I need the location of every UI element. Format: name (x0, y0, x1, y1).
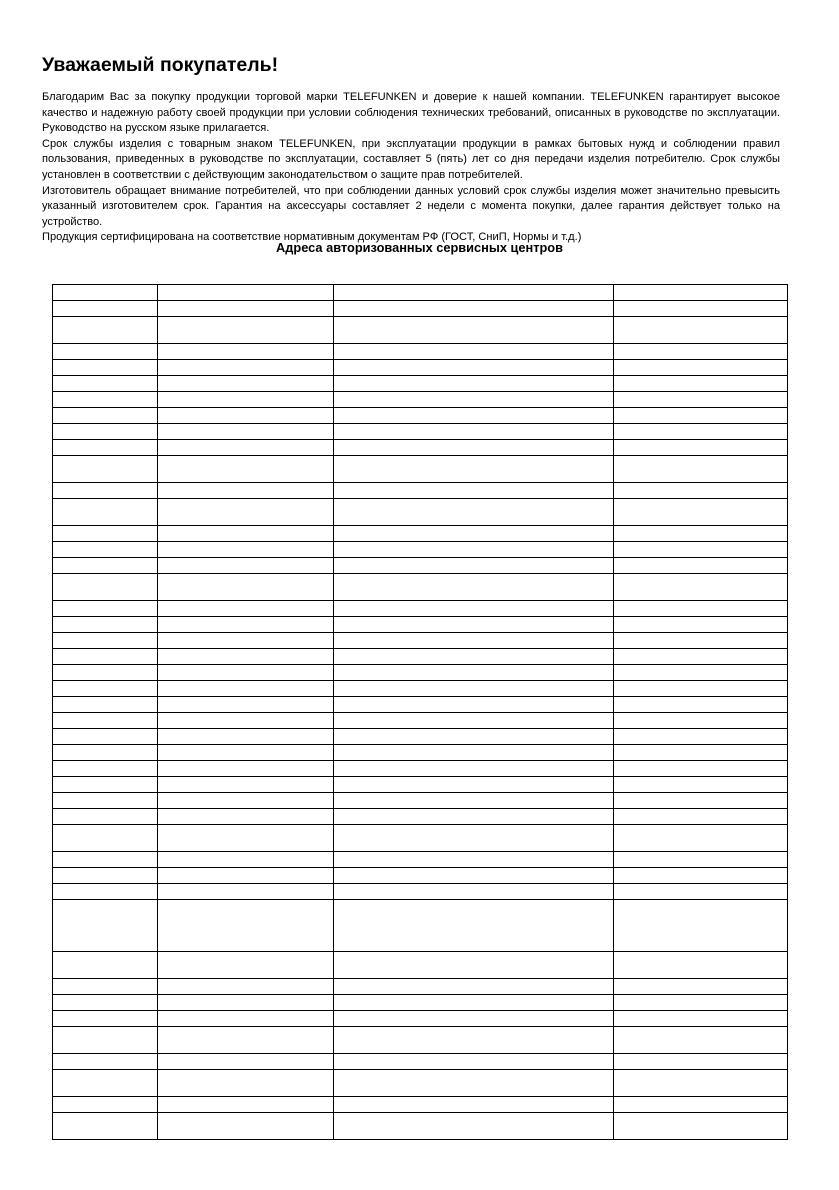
table-cell (53, 884, 158, 900)
table-cell (53, 761, 158, 777)
table-cell (53, 376, 158, 392)
table-cell (614, 665, 788, 681)
table-cell (53, 745, 158, 761)
table-cell (614, 777, 788, 793)
table-row (53, 301, 788, 317)
table-cell (158, 697, 334, 713)
table-row (53, 729, 788, 745)
table-cell (158, 344, 334, 360)
table-cell (614, 360, 788, 376)
table-cell (614, 761, 788, 777)
table-cell (614, 633, 788, 649)
table-cell (334, 440, 614, 456)
table-cell (334, 713, 614, 729)
table-cell (53, 285, 158, 301)
table-cell (158, 713, 334, 729)
table-row (53, 1054, 788, 1070)
table-cell (158, 1070, 334, 1097)
table-cell (158, 360, 334, 376)
table-row (53, 617, 788, 633)
table-cell (334, 852, 614, 868)
table-cell (334, 574, 614, 601)
table-cell (334, 456, 614, 483)
table-cell (614, 884, 788, 900)
table-cell (334, 1070, 614, 1097)
table-cell (158, 979, 334, 995)
table-row (53, 360, 788, 376)
table-cell (158, 900, 334, 952)
table-cell (334, 301, 614, 317)
table-row (53, 995, 788, 1011)
table-cell (53, 1011, 158, 1027)
table-cell (334, 633, 614, 649)
table-row (53, 697, 788, 713)
table-cell (334, 408, 614, 424)
table-cell (334, 649, 614, 665)
table-cell (53, 649, 158, 665)
table-cell (158, 729, 334, 745)
table-cell (334, 665, 614, 681)
table-cell (334, 868, 614, 884)
table-row (53, 681, 788, 697)
table-row (53, 825, 788, 852)
table-cell (614, 301, 788, 317)
table-cell (53, 558, 158, 574)
table-cell (53, 1054, 158, 1070)
table-cell (334, 697, 614, 713)
paragraph-service-life: Срок службы изделия с товарным знаком TELEFUNKEN, при эксплуатации продукции в рамках бытовых нужд и соблюдении правил пользования, приведенных в руководстве по эксплуатации, составляет 5 (пять) лет со дня передачи изделия потребителю. Срок службы установлен в соответствии с действующим законодательством о защите прав потребителей. (42, 137, 780, 181)
table-row (53, 456, 788, 483)
table-cell (614, 408, 788, 424)
table-cell (158, 285, 334, 301)
table-cell (334, 542, 614, 558)
table-cell (614, 852, 788, 868)
table-cell (158, 440, 334, 456)
table-cell (614, 285, 788, 301)
table-row (53, 979, 788, 995)
table-cell (614, 868, 788, 884)
table-cell (614, 317, 788, 344)
table-row (53, 285, 788, 301)
table-cell (158, 633, 334, 649)
table-cell (158, 408, 334, 424)
table-row (53, 499, 788, 526)
table-cell (334, 1113, 614, 1140)
table-cell (334, 558, 614, 574)
table-row (53, 392, 788, 408)
table-row (53, 952, 788, 979)
table-cell (614, 697, 788, 713)
table-cell (334, 825, 614, 852)
table-cell (53, 1027, 158, 1054)
table-cell (158, 301, 334, 317)
table-title: Адреса авторизованных сервисных центров (276, 240, 563, 255)
table-cell (334, 1027, 614, 1054)
table-cell (158, 1097, 334, 1113)
table-cell (53, 825, 158, 852)
table-cell (334, 809, 614, 825)
table-cell (158, 1054, 334, 1070)
table-cell (614, 376, 788, 392)
table-cell (334, 1054, 614, 1070)
table-cell (614, 825, 788, 852)
paragraph-certification: Продукция сертифицирована на соответствие нормативным документам РФ (ГОСТ, СниП, Нормы и т.д.) (42, 231, 582, 244)
table-cell (334, 317, 614, 344)
table-row (53, 900, 788, 952)
table-cell (334, 1097, 614, 1113)
table-cell (53, 1113, 158, 1140)
table-cell (158, 665, 334, 681)
table-cell (614, 1011, 788, 1027)
table-row (53, 868, 788, 884)
table-cell (53, 793, 158, 809)
table-cell (158, 745, 334, 761)
table-cell (158, 558, 334, 574)
table-cell (158, 793, 334, 809)
table-cell (614, 558, 788, 574)
table-cell (158, 542, 334, 558)
table-row (53, 777, 788, 793)
table-cell (334, 617, 614, 633)
table-cell (334, 979, 614, 995)
table-cell (158, 868, 334, 884)
table-cell (53, 317, 158, 344)
table-cell (614, 440, 788, 456)
table-cell (53, 900, 158, 952)
table-cell (158, 1011, 334, 1027)
paragraph-thanks: Благодарим Вас за покупку продукции торговой марки TELEFUNKEN и доверие к нашей компании. TELEFUNKEN гарантирует высокое качество и надежную работу своей продукции при условии соблюдения технических требований, описанных в руководстве по эксплуатации. Руководство на русском языке прилагается. (42, 91, 780, 135)
table-cell (334, 483, 614, 499)
table-row (53, 713, 788, 729)
table-cell (53, 1070, 158, 1097)
table-cell (614, 1070, 788, 1097)
table-row (53, 483, 788, 499)
table-cell (53, 526, 158, 542)
table-cell (614, 526, 788, 542)
table-cell (158, 852, 334, 868)
table-cell (614, 649, 788, 665)
table-row (53, 344, 788, 360)
table-row (53, 761, 788, 777)
table-cell (334, 884, 614, 900)
table-row (53, 793, 788, 809)
table-cell (53, 344, 158, 360)
table-cell (158, 681, 334, 697)
table-cell (158, 884, 334, 900)
table-cell (53, 809, 158, 825)
table-row (53, 601, 788, 617)
table-cell (334, 601, 614, 617)
table-cell (334, 745, 614, 761)
table-cell (158, 601, 334, 617)
table-cell (158, 617, 334, 633)
table-cell (53, 617, 158, 633)
table-cell (334, 344, 614, 360)
table-cell (158, 456, 334, 483)
table-row (53, 633, 788, 649)
table-cell (334, 499, 614, 526)
table-row (53, 542, 788, 558)
table-cell (614, 424, 788, 440)
table-cell (53, 713, 158, 729)
table-cell (158, 317, 334, 344)
table-cell (614, 1097, 788, 1113)
table-cell (614, 1113, 788, 1140)
paragraph-warranty: Изготовитель обращает внимание потребителей, что при соблюдении данных условий срок службы изделия может значительно превысить указанный изготовителем срок. Гарантия на аксессуары составляет 2 недели с момента покупки, далее гарантия действует только на устройство. (42, 184, 780, 228)
table-cell (158, 392, 334, 408)
table-cell (53, 729, 158, 745)
table-row (53, 1113, 788, 1140)
table-row (53, 526, 788, 542)
table-cell (158, 1027, 334, 1054)
table-cell (334, 777, 614, 793)
table-cell (334, 681, 614, 697)
service-centers-table (52, 284, 788, 1140)
table-row (53, 574, 788, 601)
table-cell (53, 952, 158, 979)
table-cell (53, 665, 158, 681)
table-cell (334, 526, 614, 542)
table-cell (614, 483, 788, 499)
table-cell (53, 681, 158, 697)
table-cell (158, 809, 334, 825)
table-cell (53, 499, 158, 526)
table-cell (614, 900, 788, 952)
table-cell (158, 376, 334, 392)
table-cell (53, 574, 158, 601)
table-cell (158, 761, 334, 777)
table-cell (614, 392, 788, 408)
table-cell (158, 995, 334, 1011)
table-row (53, 884, 788, 900)
table-cell (334, 729, 614, 745)
table-row (53, 665, 788, 681)
table-cell (334, 1011, 614, 1027)
table-row (53, 649, 788, 665)
table-cell (53, 542, 158, 558)
table-cell (53, 697, 158, 713)
table-row (53, 809, 788, 825)
table-row (53, 424, 788, 440)
table-cell (53, 483, 158, 499)
table-cell (614, 952, 788, 979)
table-cell (614, 995, 788, 1011)
table-row (53, 852, 788, 868)
table-cell (614, 344, 788, 360)
table-cell (614, 542, 788, 558)
table-cell (53, 392, 158, 408)
page-title: Уважаемый покупатель! (42, 54, 279, 76)
table-cell (53, 301, 158, 317)
table-cell (53, 1097, 158, 1113)
table-cell (158, 483, 334, 499)
table-cell (53, 979, 158, 995)
table-cell (614, 979, 788, 995)
table-cell (53, 633, 158, 649)
table-cell (53, 456, 158, 483)
table-cell (614, 729, 788, 745)
table-cell (158, 825, 334, 852)
table-cell (334, 360, 614, 376)
table-cell (614, 617, 788, 633)
table-cell (158, 1113, 334, 1140)
table-cell (614, 574, 788, 601)
table-cell (158, 952, 334, 979)
table-cell (334, 793, 614, 809)
table-row (53, 1027, 788, 1054)
table-row (53, 1097, 788, 1113)
table-cell (334, 392, 614, 408)
table-cell (158, 777, 334, 793)
table-cell (334, 285, 614, 301)
table-cell (614, 713, 788, 729)
table-cell (334, 952, 614, 979)
table-cell (334, 376, 614, 392)
table-cell (334, 900, 614, 952)
table-cell (334, 424, 614, 440)
table-row (53, 376, 788, 392)
table-cell (158, 649, 334, 665)
table-cell (53, 360, 158, 376)
table-cell (614, 809, 788, 825)
table-row (53, 440, 788, 456)
table-cell (53, 601, 158, 617)
table-row (53, 1070, 788, 1097)
table-cell (53, 424, 158, 440)
table-cell (53, 868, 158, 884)
table-cell (53, 440, 158, 456)
table-cell (614, 793, 788, 809)
table-cell (334, 761, 614, 777)
table-cell (53, 777, 158, 793)
service-centers-table-body (53, 285, 788, 1140)
table-cell (614, 601, 788, 617)
table-cell (614, 499, 788, 526)
table-cell (614, 456, 788, 483)
table-row (53, 558, 788, 574)
table-row (53, 745, 788, 761)
table-cell (158, 424, 334, 440)
table-cell (158, 526, 334, 542)
table-cell (614, 681, 788, 697)
table-cell (614, 1027, 788, 1054)
intro-text (42, 90, 780, 246)
table-row (53, 1011, 788, 1027)
table-cell (158, 499, 334, 526)
table-cell (53, 408, 158, 424)
table-cell (53, 995, 158, 1011)
table-cell (614, 745, 788, 761)
table-row (53, 317, 788, 344)
table-cell (614, 1054, 788, 1070)
table-row (53, 408, 788, 424)
table-cell (158, 574, 334, 601)
table-cell (334, 995, 614, 1011)
table-cell (53, 852, 158, 868)
